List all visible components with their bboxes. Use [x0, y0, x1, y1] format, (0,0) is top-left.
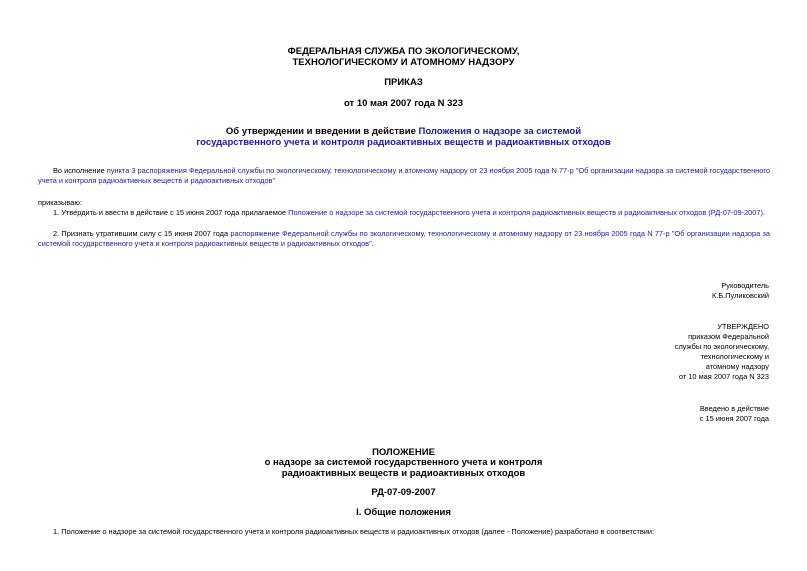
agency-line-1: ФЕДЕРАЛЬНАЯ СЛУЖБА ПО ЭКОЛОГИЧЕСКОМУ,: [287, 46, 520, 57]
signature-name: К.Б.Пуликовский: [711, 291, 769, 300]
item1-link[interactable]: Положение о надзоре за системой государственного учета и контроля радиоактивных веществ и радиоактивных отходов (РД-07-09-2007): [288, 208, 763, 217]
order-item-2: 2. Признать утратившим силу с 15 июня 2007 года распоряжение Федеральной службы по экологическому, технологическому и атомному надзору от 23 ноября 2005 года N 77-р "Об организации надзора за системой государственного учета и контроля радиоактивных веществ и радиоактивных отходов".: [38, 229, 770, 248]
paragraph-1: 1. Положение о надзоре за системой государственного учета и контроля радиоактивных веществ и радиоактивных отходов (далее - Положение) разработано в соответствии:: [53, 527, 655, 536]
doc-type: ПРИКАЗ: [384, 77, 423, 88]
item2-link[interactable]: распоряжение Федеральной службы по экологическому, технологическому и атомному надзору от 23 ноября 2005 года N 77-р "Об организации надзора за системой государственного учета и контроля радиоактивных веществ и радиоактивных отходов": [38, 229, 770, 248]
title-prefix: Об утверждении и введении в действие: [225, 126, 419, 137]
signature-position: Руководитель: [721, 281, 769, 290]
order-item-1: 1. Утвердить и ввести в действие с 15 июня 2007 года прилагаемое Положение о надзоре за системой государственного учета и контроля радиоактивных веществ и радиоактивных отходов (РД-07-09-2007).: [53, 208, 766, 217]
regulation-title: ПОЛОЖЕНИЕ: [372, 447, 435, 458]
preamble-link[interactable]: пункта 3 распоряжения Федеральной службы по экологическому, технологическому и атомному надзору от 23 ноября 2005 года N 77-р "Об организации надзора за системой государственного учета и контроля радиоактивных веществ и радиоактивных отходов": [38, 166, 771, 185]
agency-name: [0, 46, 807, 68]
regulation-subtitle: о надзоре за системой государственного учета и контроля радиоактивных веществ и радиоактивных отходов: [264, 457, 543, 479]
prikazyvayu: приказываю:: [38, 198, 82, 207]
title-link-2[interactable]: государственного учета и контроля радиоактивных веществ и радиоактивных отходов: [196, 137, 611, 148]
preamble: [38, 166, 770, 186]
signature-block: [549, 281, 769, 301]
doc-date-number: от 10 мая 2007 года N 323: [343, 98, 464, 109]
approved-block: УТВЕРЖДЕНО приказом Федеральной службы по экологическому, технологическому и атомному надзору от 10 мая 2007 года N 323: [674, 322, 769, 381]
regulation-code: РД-07-09-2007: [371, 487, 436, 498]
section-heading: I. Общие положения: [356, 507, 451, 518]
effective-block: Введено в действие с 15 июня 2007 года: [699, 404, 769, 423]
title-link-1[interactable]: Положения о надзоре за системой: [418, 126, 582, 137]
agency-line-2: ТЕХНОЛОГИЧЕСКОМУ И АТОМНОМУ НАДЗОРУ: [292, 57, 515, 68]
doc-title: [0, 126, 807, 148]
preamble-intro: Во исполнение: [53, 166, 107, 175]
